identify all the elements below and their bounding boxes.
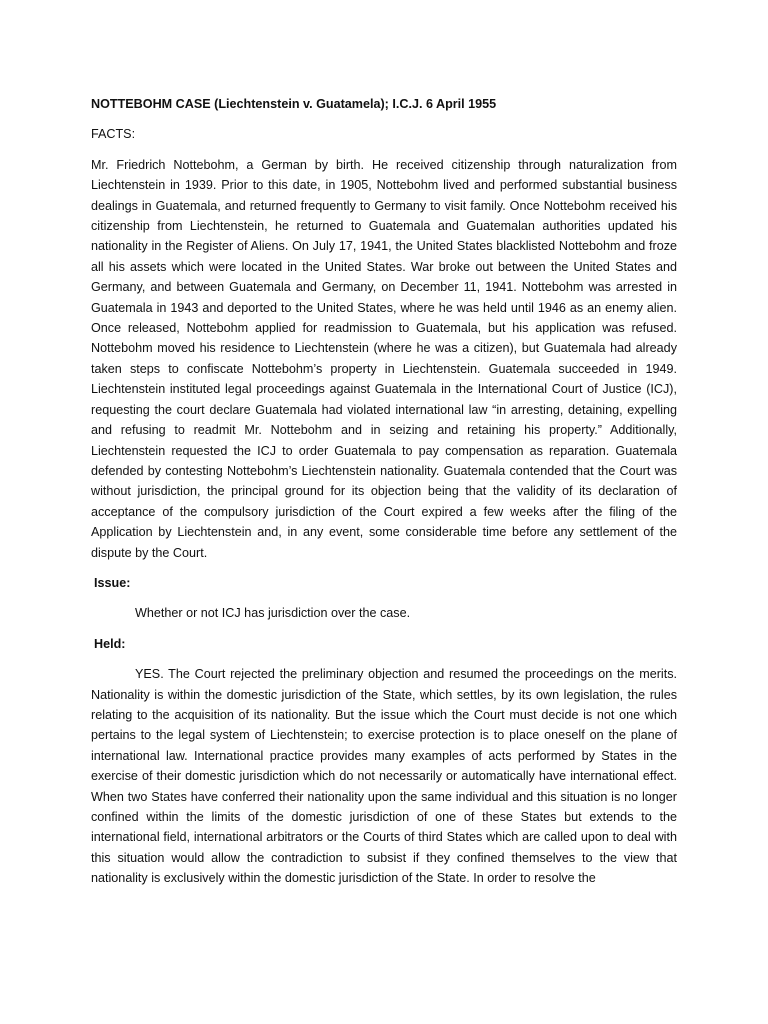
case-title: NOTTEBOHM CASE (Liechtenstein v. Guatamela); I.C.J. 6 April 1955: [91, 97, 497, 111]
issue-heading: Issue:: [94, 575, 131, 590]
facts-heading: FACTS:: [91, 127, 136, 142]
held-paragraph: YES. The Court rejected the preliminary objection and resumed the proceedings on the merits. Nationality is within the domestic jurisdiction of the State, which settles, by its own legislation, the rules relating to the acquisition of its nationality. But the issue which the Court must decide is not one which pertains to the legal system of Liechtenstein; to exercise protection is to place oneself on the plane of international law. International practice provides many examples of acts performed by States in the exercise of their domestic jurisdiction which do not necessarily or automatically have international effect. When two States have conferred their nationality upon the same individual and this situation is no longer confined within the limits of the domestic jurisdiction of one of these States but extends to the international field, international arbitrators or the Courts of third States which are called upon to deal with this situation would allow the contradiction to subsist if they confined themselves to the view that nationality is exclusively within the domestic jurisdiction of the State. In order to resolve the: [91, 667, 677, 886]
issue-paragraph: Whether or not ICJ has jurisdiction over the case.: [135, 606, 411, 621]
document-page: [91, 94, 677, 889]
held-heading: Held:: [94, 636, 126, 651]
facts-paragraph: Mr. Friedrich Nottebohm, a German by birth. He received citizenship through naturalization from Liechtenstein in 1939. Prior to this date, in 1905, Nottebohm lived and performed substantial business dealings in Guatemala, and returned frequently to Germany to visit family. Once Nottebohm received his citizenship from Liechtenstein, he returned to Guatemala and Guatemalan authorities updated his nationality in the Register of Aliens. On July 17, 1941, the United States blacklisted Nottebohm and froze all his assets which were located in the United States. War broke out between the United States and Germany, and between Guatemala and Germany, on December 11, 1941. Nottebohm was arrested in Guatemala in 1943 and deported to the United States, where he was held until 1946 as an enemy alien. Once released, Nottebohm applied for readmission to Guatemala, but his application was refused. Nottebohm moved his residence to Liechtenstein (where he was a citizen), but Guatemala had already taken steps to confiscate Nottebohm’s property in Liechtenstein. Guatemala succeeded in 1949. Liechtenstein instituted legal proceedings against Guatemala in the International Court of Justice (ICJ), requesting the court declare Guatemala had violated international law “in arresting, detaining, expelling and refusing to readmit Mr. Nottebohm and in seizing and retaining his property.” Additionally, Liechtenstein requested the ICJ to order Guatemala to pay compensation as reparation. Guatemala defended by contesting Nottebohm’s Liechtenstein nationality. Guatemala contended that the Court was without jurisdiction, the principal ground for its objection being that the validity of its declaration of acceptance of the compulsory jurisdiction of the Court expired a few weeks after the filing of the Application by Liechtenstein and, in any event, some considerable time before any settlement of the dispute by the Court.: [91, 157, 677, 560]
